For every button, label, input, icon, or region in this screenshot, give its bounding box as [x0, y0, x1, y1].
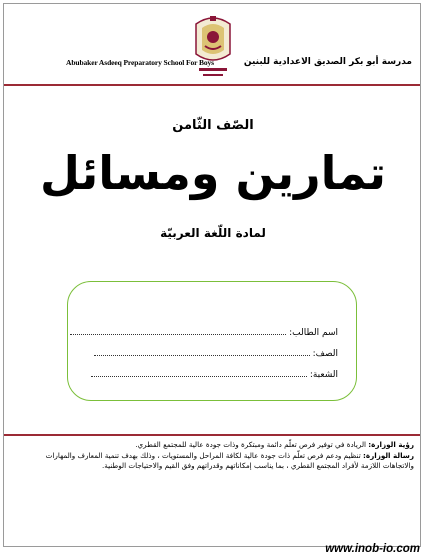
ministry-statement	[14, 440, 414, 472]
mission-line	[14, 451, 414, 472]
subject-subtitle: لمادة اللّغة العربيّة	[160, 226, 266, 240]
main-title: تمارين ومسائل	[39, 146, 387, 200]
student-name-field[interactable]	[70, 326, 286, 335]
student-info-box	[67, 281, 357, 401]
section-field[interactable]	[91, 368, 307, 377]
school-name-arabic: مدرسة أبو بكر الصديق الاعدادية للبنين	[243, 57, 412, 67]
school-logo-icon	[190, 10, 236, 82]
section-label: الشعبة:	[309, 370, 338, 380]
student-name-label: اسم الطالب:	[289, 328, 338, 338]
website-watermark: www.inob-io.com	[325, 543, 420, 555]
header-divider	[4, 84, 420, 86]
class-field[interactable]	[94, 347, 310, 356]
grade-heading: الصّف الثّامن	[172, 118, 254, 133]
mission-label: رسالة الوزارة:	[363, 450, 414, 460]
vision-line	[14, 440, 414, 451]
mission-text: تنظيم ودعم فرص تعلّم ذات جودة عالية لكافة المراحل والمستويات ، وذلك بهدف تنمية المعارف والمهارات والاتجاهات اللازمة لأفراد المجتمع القطري ، بما يناسب إمكاناتهم وقدراتهم وفق القيم والاحتياجات الوطنية.	[45, 450, 414, 470]
class-label: الصف:	[312, 349, 338, 359]
school-name-english: Abubaker Asdeeq Preparatory School For Boys	[66, 58, 215, 67]
vision-label: رؤية الوزارة:	[368, 440, 414, 449]
student-name-row	[70, 326, 338, 338]
section-row	[91, 368, 338, 380]
vision-text: الريادة في توفير فرص تعلّم دائمة ومبتكرة وذات جودة عالية للمجتمع القطري.	[135, 440, 366, 449]
class-row	[94, 347, 338, 359]
footer-divider	[4, 434, 420, 436]
